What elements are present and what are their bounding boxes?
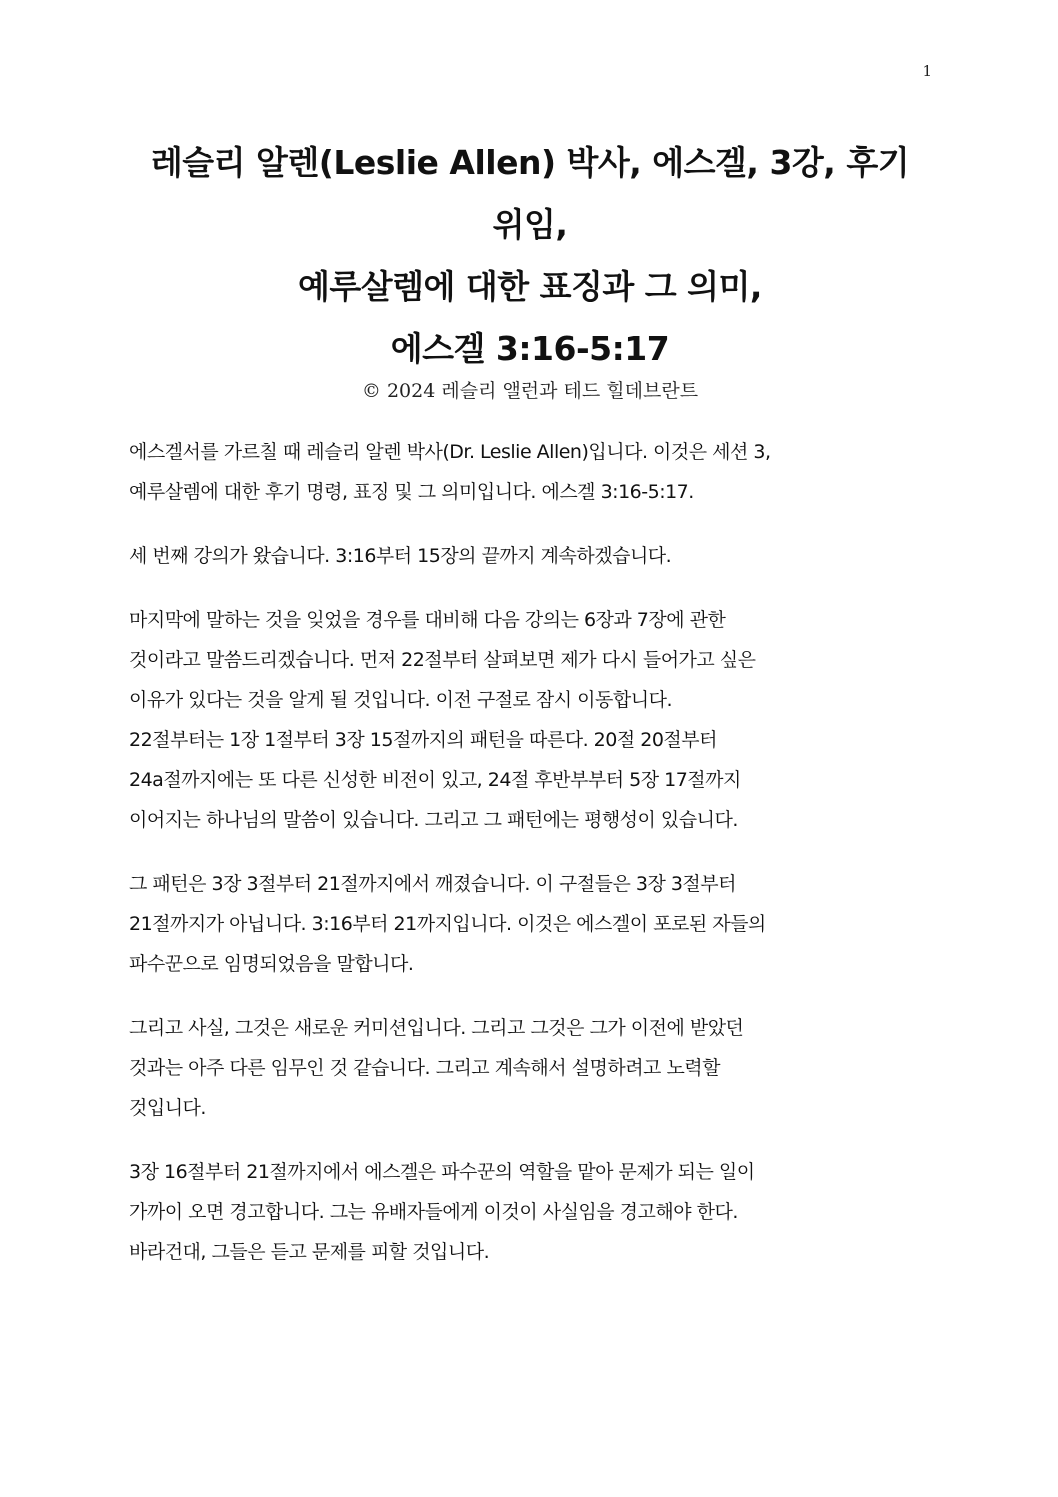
paragraph [129, 432, 929, 512]
text-line: 에스겔서를 가르칠 때 레슬리 알렌 박사(Dr. Leslie Allen)입니다. 이것은 세션 3, [129, 441, 771, 463]
text-line: 3장 16절부터 21절까지에서 에스겔은 파수꾼의 역할을 맡아 문제가 되는 일이 [129, 1161, 755, 1183]
title-line: 위임, [492, 205, 568, 244]
text-line: 것과는 아주 다른 임무인 것 같습니다. 그리고 계속해서 설명하려고 노력할 [129, 1057, 721, 1079]
text-line: 예루살렘에 대한 후기 명령, 표징 및 그 의미입니다. 에스겔 3:16-5:17. [129, 481, 694, 503]
paragraph [129, 600, 929, 840]
text-line: 이유가 있다는 것을 알게 될 것입니다. 이전 구절로 잠시 이동합니다. [129, 689, 672, 711]
text-line: 것이라고 말씀드리겠습니다. 먼저 22절부터 살펴보면 제가 다시 들어가고 싶은 [129, 649, 756, 671]
text-line: 바라건대, 그들은 듣고 문제를 피할 것입니다. [129, 1241, 490, 1263]
text-line: 세 번째 강의가 왔습니다. 3:16부터 15장의 끝까지 계속하겠습니다. [129, 545, 672, 567]
text-line: 파수꾼으로 임명되었음을 말합니다. [129, 953, 414, 975]
page-number: 1 [922, 62, 932, 80]
title-line: 예루살렘에 대한 표징과 그 의미, [298, 267, 762, 306]
text-line: 그 패턴은 3장 3절부터 21절까지에서 깨졌습니다. 이 구절들은 3장 3절부터 [129, 873, 736, 895]
copyright-notice: © 2024 레슬리 앨런과 테드 힐데브란트 [361, 380, 699, 402]
text-line: 이어지는 하나님의 말씀이 있습니다. 그리고 그 패턴에는 평행성이 있습니다. [129, 809, 738, 831]
title-line: 에스겔 3:16-5:17 [390, 329, 670, 368]
paragraph [129, 536, 929, 576]
title-line: 레슬리 알렌(Leslie Allen) 박사, 에스겔, 3강, 후기 [150, 143, 910, 182]
text-line: 것입니다. [129, 1097, 206, 1119]
text-line: 그리고 사실, 그것은 새로운 커미션입니다. 그리고 그것은 그가 이전에 받았던 [129, 1017, 744, 1039]
text-line: 24a절까지에는 또 다른 신성한 비전이 있고, 24절 후반부부터 5장 17절까지 [129, 769, 741, 791]
paragraph [129, 864, 929, 984]
text-line: 마지막에 말하는 것을 잊었을 경우를 대비해 다음 강의는 6장과 7장에 관한 [129, 609, 726, 631]
text-line: 21절까지가 아닙니다. 3:16부터 21까지입니다. 이것은 에스겔이 포로된 자들의 [129, 913, 766, 935]
paragraph [129, 1152, 929, 1272]
text-line: 가까이 오면 경고합니다. 그는 유배자들에게 이것이 사실임을 경고해야 한다. [129, 1201, 738, 1223]
body-text [129, 432, 929, 1296]
text-line: 22절부터는 1장 1절부터 3장 15절까지의 패턴을 따른다. 20절 20절부터 [129, 729, 717, 751]
document-title [100, 132, 960, 380]
paragraph [129, 1008, 929, 1128]
